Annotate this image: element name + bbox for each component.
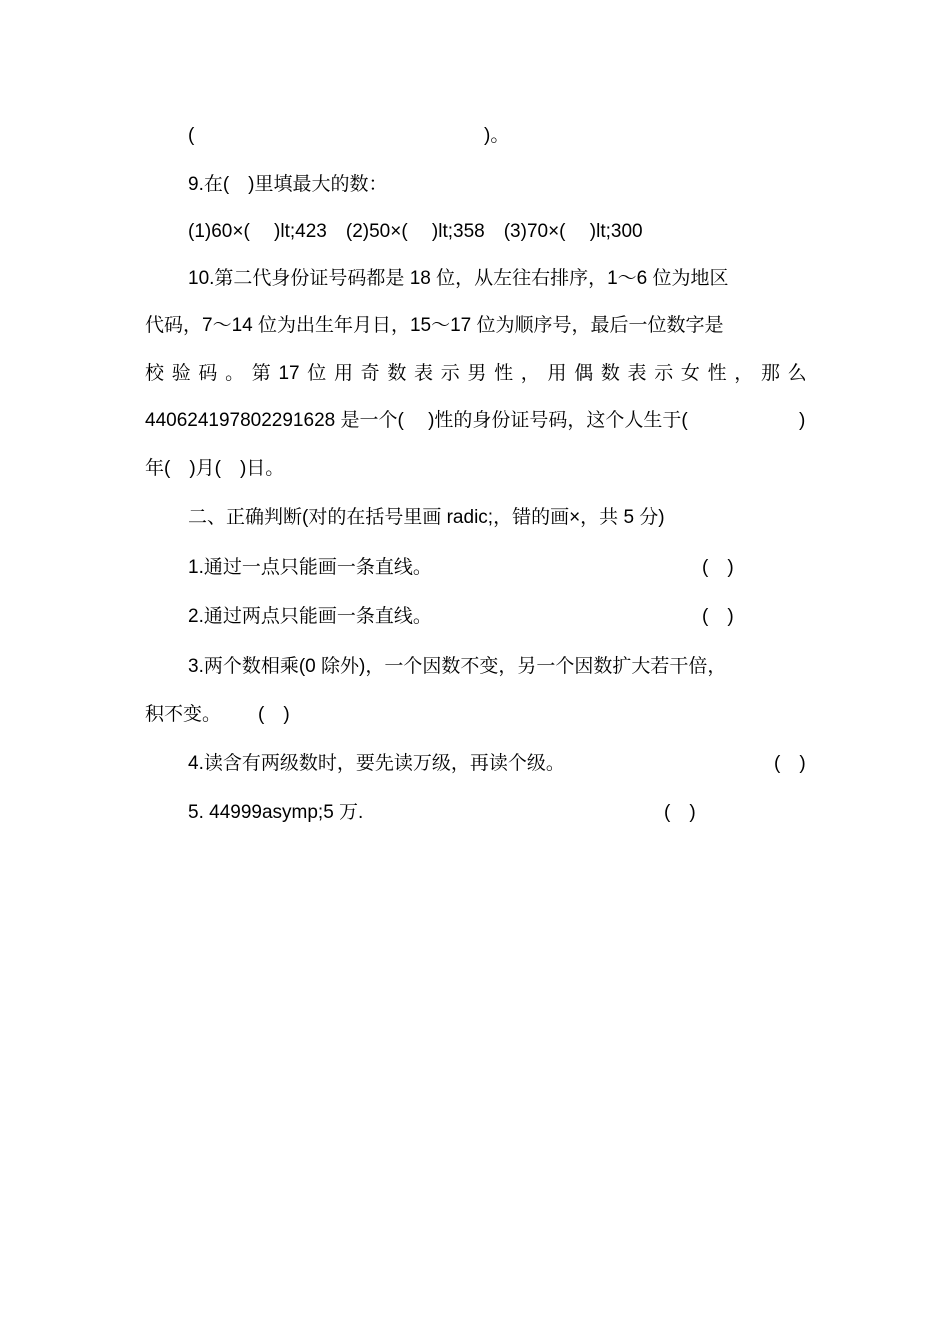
question-9-items: (1)60×( )lt;423 (2)50×( )lt;358 (3)70×( )lt;300 bbox=[188, 221, 643, 242]
judge-3-line-2: 积不变。 bbox=[145, 704, 222, 725]
question-9-title: 9.在( )里填最大的数： bbox=[188, 174, 388, 195]
judge-1-text: 1.通过一点只能画一条直线。 bbox=[188, 557, 432, 578]
question-10-line-4-close: ) bbox=[799, 410, 806, 431]
answer-blank-open: ( bbox=[188, 125, 195, 146]
question-10-line-2: 代码，7～14 位为出生年月日，15～17 位为顺序号，最后一位数字是 bbox=[145, 315, 724, 336]
judge-3-answer-paren: ( ) bbox=[258, 704, 290, 725]
section-2-title: 二、正确判断(对的在括号里画 radic;，错的画×，共 5 分) bbox=[188, 507, 665, 528]
answer-blank-close: )。 bbox=[484, 125, 510, 146]
judge-5-answer-paren: ( ) bbox=[664, 802, 696, 823]
question-10-line-4: 440624197802291628 是一个( )性的身份证号码，这个人生于( bbox=[145, 410, 688, 431]
judge-2-text: 2.通过两点只能画一条直线。 bbox=[188, 606, 432, 627]
judge-3-line-1: 3.两个数相乘(0 除外)，一个因数不变，另一个因数扩大若干倍， bbox=[188, 656, 727, 677]
question-10-line-5: 年( )月( )日。 bbox=[145, 458, 285, 479]
question-10-line-3: 校 验 码 。 第 17 位 用 奇 数 表 示 男 性 ， 用 偶 数 表 示 女 性 ， 那 么 bbox=[145, 363, 807, 384]
judge-5-text: 5. 44999asymp;5 万. bbox=[188, 802, 364, 823]
question-10-line-1: 10.第二代身份证号码都是 18 位，从左往右排序，1～6 位为地区 bbox=[188, 268, 729, 289]
judge-2-answer-paren: ( ) bbox=[702, 606, 734, 627]
judge-4-answer-paren: ( ) bbox=[774, 753, 806, 774]
judge-1-answer-paren: ( ) bbox=[702, 557, 734, 578]
judge-4-text: 4.读含有两级数时，要先读万级，再读个级。 bbox=[188, 753, 565, 774]
